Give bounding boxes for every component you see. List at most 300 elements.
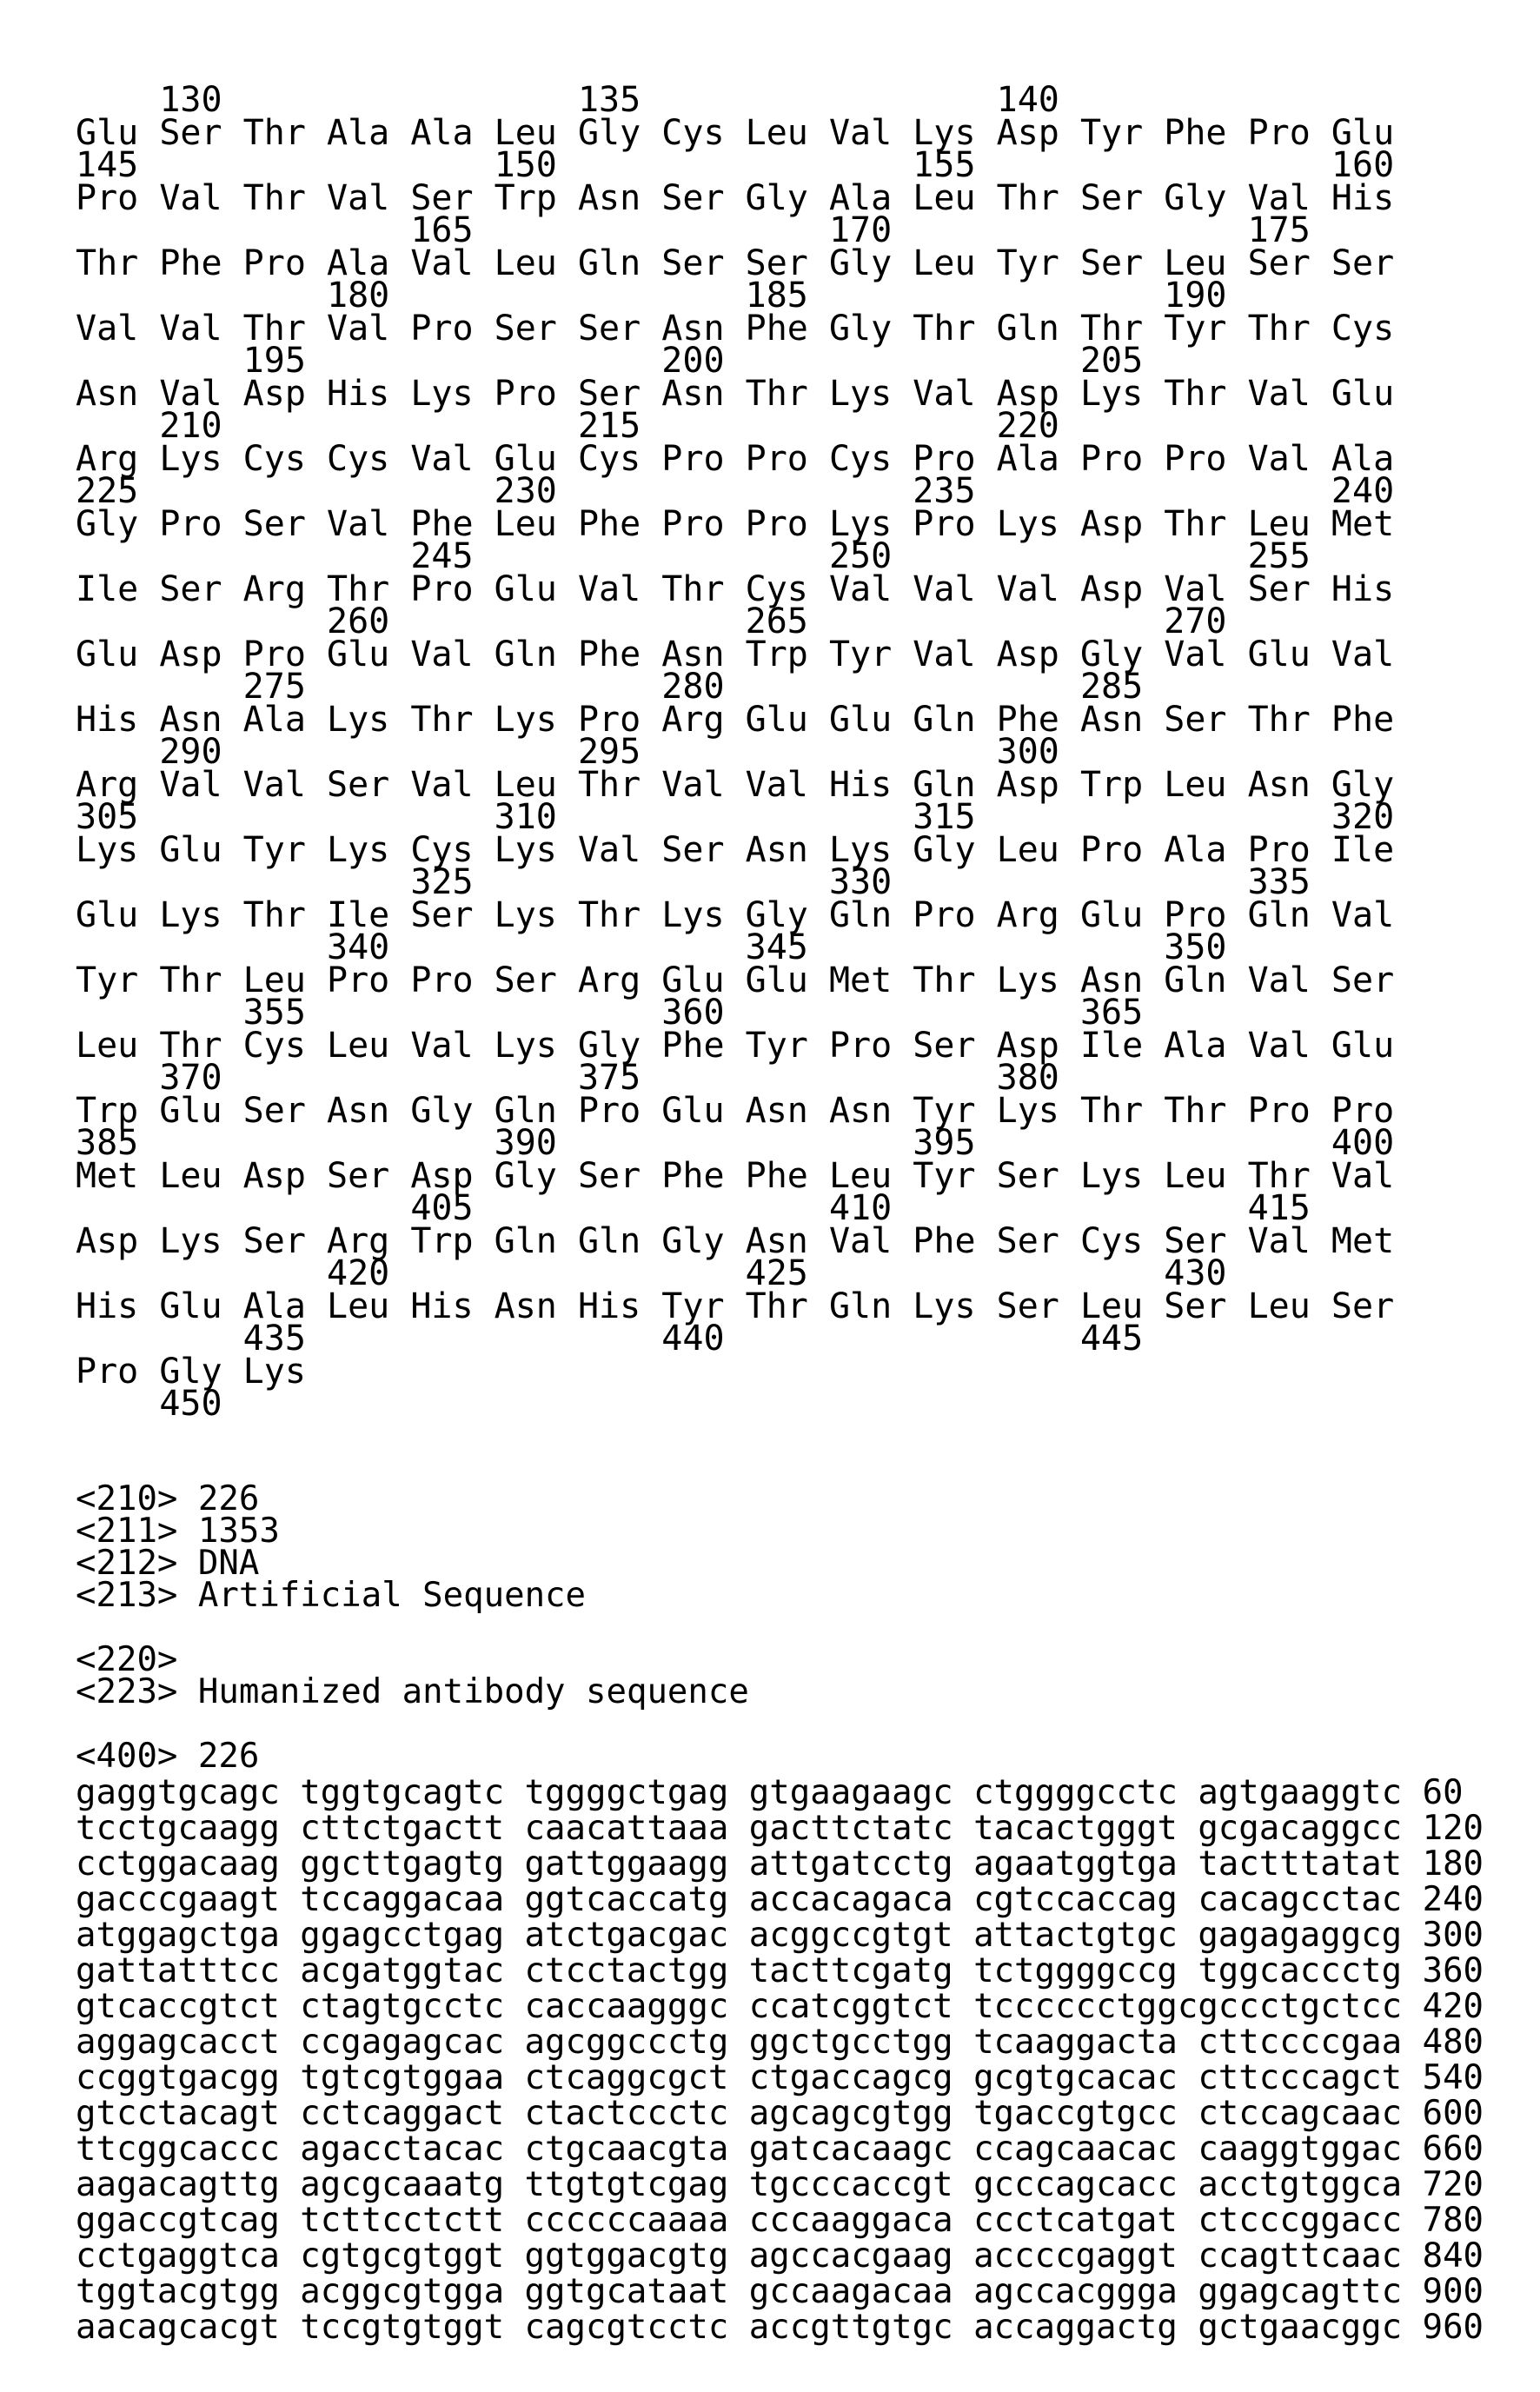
residue: Pro [410, 313, 494, 346]
residue: Thr [997, 183, 1080, 216]
position-number: 405 [410, 1193, 473, 1226]
residue: Pro [495, 378, 578, 411]
dna-group: ggtcaccatg [525, 1882, 749, 1917]
dna-group: ggctgcctgg [749, 2024, 973, 2060]
dna-group: gacccgaagt [76, 1882, 300, 1917]
dna-group: gaggtgcagc [76, 1775, 300, 1811]
position-number-line [76, 345, 1415, 378]
position-number: 330 [829, 867, 892, 900]
residue: Lys [829, 834, 913, 867]
residue: Gly [661, 1226, 745, 1259]
residue: Ser [578, 313, 661, 346]
position-number: 420 [327, 1258, 389, 1291]
residue: Lys [327, 834, 410, 867]
dna-group: acgatggtac [300, 1953, 524, 1989]
position-number: 320 [1331, 801, 1394, 834]
residue: Leu [1164, 769, 1247, 802]
residue: Gly [746, 183, 829, 216]
dna-group: aagacagttg [76, 2167, 300, 2203]
position-number: 390 [495, 1127, 557, 1160]
residue: Ser [661, 834, 745, 867]
position-number-line [76, 932, 1415, 965]
residue: Ser [1164, 704, 1247, 737]
dna-group: cttctgactt [300, 1811, 524, 1846]
position-number-line [76, 671, 1415, 704]
residue: Val [1331, 639, 1415, 672]
dna-group: acggccgtgt [749, 1917, 973, 1953]
residue: His [410, 1291, 494, 1324]
dna-group: ccatcggtct [749, 1989, 973, 2024]
dna-position: 540 [1423, 2058, 1484, 2097]
residue: Glu [746, 965, 829, 998]
dna-group: cctgaggtca [76, 2238, 300, 2274]
residue: Pro [661, 508, 745, 542]
residue: Cys [829, 443, 913, 476]
residue: Arg [997, 900, 1080, 933]
position-number: 165 [410, 215, 473, 248]
position-number-line [76, 867, 1415, 900]
position-number: 150 [495, 150, 557, 183]
dna-group: aggagcacct [76, 2024, 300, 2060]
residue: Asp [1080, 508, 1164, 542]
residue: Asp [243, 378, 327, 411]
residue: Val [410, 443, 494, 476]
residue: Val [410, 1030, 494, 1063]
dna-group: ccgagagcac [300, 2024, 524, 2060]
position-number: 200 [661, 345, 724, 378]
dna-group: tccaggacaa [300, 1882, 524, 1917]
dna-group: accccgaggt [973, 2238, 1198, 2274]
residue: Arg [76, 769, 159, 802]
position-number: 345 [746, 932, 808, 965]
residue: Thr [1164, 1095, 1247, 1128]
residue: Gly [159, 1356, 242, 1389]
residue: His [1331, 574, 1415, 607]
dna-group: gcccagcacc [973, 2167, 1198, 2203]
residue: Val [829, 117, 913, 150]
position-number: 445 [1080, 1323, 1143, 1356]
residue: Asn [661, 378, 745, 411]
position-number: 220 [997, 410, 1059, 443]
dna-group: tactttatat [1198, 1846, 1422, 1882]
residue: Glu [1080, 900, 1164, 933]
dna-group: tggcaccctg [1198, 1953, 1422, 1989]
residue: Leu [1248, 508, 1331, 542]
dna-position: 720 [1423, 2165, 1484, 2204]
position-number-line [76, 606, 1415, 639]
residue: Arg [661, 704, 745, 737]
position-number: 240 [1331, 475, 1394, 508]
dna-group: aacagcacgt [76, 2309, 300, 2345]
residue: Leu [1080, 1291, 1164, 1324]
meta-value: DNA [177, 1544, 259, 1583]
position-number: 300 [997, 736, 1059, 769]
residue: Asn [1080, 704, 1164, 737]
residue: Pro [243, 639, 327, 672]
residue-line [76, 1095, 1415, 1128]
residue: Gln [1248, 900, 1331, 933]
meta-tag: <212> [76, 1544, 177, 1583]
residue: Lys [495, 1030, 578, 1063]
residue: Gly [1331, 769, 1415, 802]
residue: Leu [746, 117, 829, 150]
residue: Ser [746, 248, 829, 281]
dna-position: 660 [1423, 2130, 1484, 2169]
residue: Gln [578, 248, 661, 281]
residue-line [76, 117, 1415, 150]
residue: Glu [495, 574, 578, 607]
residue: Thr [1164, 378, 1247, 411]
position-number: 295 [578, 736, 641, 769]
residue: Pro [410, 965, 494, 998]
residue: Gly [746, 900, 829, 933]
dna-group: gcgtgcacac [973, 2060, 1198, 2096]
residue: Cys [746, 574, 829, 607]
residue: Leu [495, 769, 578, 802]
residue: Leu [1164, 248, 1247, 281]
dna-group: tacttcgatg [749, 1953, 973, 1989]
dna-position: 900 [1423, 2272, 1484, 2311]
residue: Met [1331, 508, 1415, 542]
residue: Ser [578, 1160, 661, 1193]
residue: Pro [76, 183, 159, 216]
position-number-line [76, 475, 1415, 508]
residue: Ser [243, 1095, 327, 1128]
dna-group: attgatcctg [749, 1846, 973, 1882]
residue: Gly [913, 834, 996, 867]
residue: Val [410, 639, 494, 672]
residue: Phe [410, 508, 494, 542]
residue: Val [1331, 900, 1415, 933]
residue: Phe [578, 639, 661, 672]
residue: Lys [1080, 1160, 1164, 1193]
meta-field [76, 1676, 749, 1708]
position-number: 325 [410, 867, 473, 900]
dna-group: ggagcctgag [300, 1917, 524, 1953]
dna-line [76, 2131, 1484, 2167]
residue: Val [1248, 1226, 1331, 1259]
position-number: 260 [327, 606, 389, 639]
residue: Ala [829, 183, 913, 216]
residue: Leu [327, 1030, 410, 1063]
residue: Lys [1080, 378, 1164, 411]
dna-line [76, 2167, 1484, 2203]
residue: Tyr [243, 834, 327, 867]
residue: Trp [410, 1226, 494, 1259]
residue: Asn [829, 1095, 913, 1128]
residue: Ser [997, 1160, 1080, 1193]
dna-position: 420 [1423, 1987, 1484, 2026]
residue: Ala [997, 443, 1080, 476]
residue: Ser [159, 574, 242, 607]
dna-group: gcgacaggcc [1198, 1811, 1422, 1846]
dna-group: ttcggcaccc [76, 2131, 300, 2167]
residue: Ala [1331, 443, 1415, 476]
residue: Gln [495, 639, 578, 672]
position-number: 380 [997, 1062, 1059, 1095]
residue: Ser [1164, 1291, 1247, 1324]
residue: Glu [829, 704, 913, 737]
position-number-line [76, 997, 1415, 1030]
meta-tag: <210> [76, 1479, 177, 1518]
residue: Ser [243, 1226, 327, 1259]
dna-group: tggtgcagtc [300, 1775, 524, 1811]
meta-field [76, 1515, 749, 1547]
dna-group: tcccccctggc [973, 1989, 1198, 2024]
residue-line [76, 1030, 1415, 1063]
dna-group: attactgtgc [973, 1917, 1198, 1953]
blank-line [76, 1708, 749, 1740]
residue: His [76, 704, 159, 737]
residue: Glu [159, 1291, 242, 1324]
dna-position: 960 [1423, 2308, 1484, 2347]
residue: Thr [578, 900, 661, 933]
dna-line [76, 1846, 1484, 1882]
position-number: 285 [1080, 671, 1143, 704]
residue: Leu [829, 1160, 913, 1193]
residue: Thr [243, 117, 327, 150]
residue: Asp [1080, 574, 1164, 607]
residue: Cys [410, 834, 494, 867]
position-number: 270 [1164, 606, 1226, 639]
residue: Pro [913, 443, 996, 476]
meta-field [76, 1740, 749, 1772]
position-number: 415 [1248, 1193, 1311, 1226]
residue: Glu [159, 834, 242, 867]
meta-value: 226 [177, 1479, 259, 1518]
residue: Val [327, 508, 410, 542]
dna-position: 180 [1423, 1844, 1484, 1884]
residue: Val [327, 313, 410, 346]
residue: Tyr [829, 639, 913, 672]
residue: Thr [578, 769, 661, 802]
residue: Asn [159, 704, 242, 737]
residue: Ser [495, 965, 578, 998]
residue: Cys [243, 443, 327, 476]
residue-line [76, 1356, 1415, 1389]
residue: Ser [327, 1160, 410, 1193]
residue: Val [76, 313, 159, 346]
residue: Ala [327, 248, 410, 281]
residue: Val [913, 378, 996, 411]
position-number: 435 [243, 1323, 306, 1356]
dna-group: ccagcaacac [973, 2131, 1198, 2167]
position-number: 315 [913, 801, 975, 834]
residue: Asn [76, 378, 159, 411]
residue: Thr [76, 248, 159, 281]
residue: Phe [578, 508, 661, 542]
residue: Thr [1080, 313, 1164, 346]
protein-sequence-block [76, 84, 1415, 1421]
residue-line [76, 378, 1415, 411]
position-number: 290 [159, 736, 222, 769]
meta-field [76, 1547, 749, 1579]
residue: Glu [661, 1095, 745, 1128]
residue: Thr [661, 574, 745, 607]
residue: Asn [746, 834, 829, 867]
residue: Val [159, 769, 242, 802]
dna-group: acctgtggca [1198, 2167, 1422, 2203]
position-number: 190 [1164, 280, 1226, 313]
residue: Lys [997, 965, 1080, 998]
dna-group: cgtccaccag [973, 1882, 1198, 1917]
residue: Asp [997, 639, 1080, 672]
dna-group: agcgcaaatg [300, 2167, 524, 2203]
residue-line [76, 1160, 1415, 1193]
residue: Asp [76, 1226, 159, 1259]
residue: Cys [1080, 1226, 1164, 1259]
residue: Thr [1248, 313, 1331, 346]
residue: Thr [327, 574, 410, 607]
residue: Lys [243, 1356, 327, 1389]
residue: Leu [495, 508, 578, 542]
residue: Leu [495, 117, 578, 150]
residue: Ile [76, 574, 159, 607]
residue: Val [327, 183, 410, 216]
dna-line [76, 2024, 1484, 2060]
residue: Asp [997, 117, 1080, 150]
dna-group: ctggggcctc [973, 1775, 1198, 1811]
residue: Gly [829, 313, 913, 346]
position-number: 400 [1331, 1127, 1394, 1160]
residue: Asp [997, 1030, 1080, 1063]
residue: Lys [913, 117, 996, 150]
residue: Cys [243, 1030, 327, 1063]
residue: Phe [661, 1160, 745, 1193]
residue: Asn [1248, 769, 1331, 802]
position-number-line [76, 1127, 1415, 1160]
dna-group: gccaagacaa [749, 2274, 973, 2309]
residue: Ala [1164, 834, 1247, 867]
residue: Arg [76, 443, 159, 476]
position-number: 360 [661, 997, 724, 1030]
position-number-line [76, 1323, 1415, 1356]
dna-group: ctgaccagcg [749, 2060, 973, 2096]
position-number: 280 [661, 671, 724, 704]
residue: Ser [1080, 183, 1164, 216]
meta-value: 226 [177, 1737, 259, 1776]
dna-group: tacactgggt [973, 1811, 1198, 1846]
residue: Pro [1080, 834, 1164, 867]
residue: Ser [661, 248, 745, 281]
position-number-line [76, 1258, 1415, 1291]
residue-line [76, 183, 1415, 216]
residue: Ser [1080, 248, 1164, 281]
residue: Leu [913, 248, 996, 281]
residue: Val [829, 1226, 913, 1259]
dna-group: ggtggacgtg [525, 2238, 749, 2274]
dna-group: caccaagggc [525, 1989, 749, 2024]
dna-position: 360 [1423, 1951, 1484, 1990]
residue: Thr [746, 1291, 829, 1324]
residue: Phe [997, 704, 1080, 737]
residue: Gly [495, 1160, 578, 1193]
residue: Asp [410, 1160, 494, 1193]
residue: Ser [1331, 1291, 1415, 1324]
position-number: 335 [1248, 867, 1311, 900]
residue-line [76, 769, 1415, 802]
dna-group: cgtgcgtggt [300, 2238, 524, 2274]
dna-group: accgttgtgc [749, 2309, 973, 2345]
dna-group: agaatggtga [973, 1846, 1198, 1882]
residue: Asn [661, 313, 745, 346]
residue: His [578, 1291, 661, 1324]
residue: Phe [1164, 117, 1247, 150]
residue: Lys [495, 834, 578, 867]
residue: Val [829, 574, 913, 607]
position-number: 265 [746, 606, 808, 639]
meta-field [76, 1579, 749, 1611]
residue: Pro [327, 965, 410, 998]
residue: Asp [997, 769, 1080, 802]
position-number-line [76, 84, 1415, 117]
residue: Gln [913, 769, 996, 802]
residue: Pro [661, 443, 745, 476]
residue: Thr [159, 965, 242, 998]
position-number-line [76, 1388, 1415, 1421]
position-number: 205 [1080, 345, 1143, 378]
residue: Gly [1164, 183, 1247, 216]
residue: Pro [578, 704, 661, 737]
residue: Tyr [1164, 313, 1247, 346]
residue: Tyr [997, 248, 1080, 281]
residue: Leu [243, 965, 327, 998]
residue: Asp [243, 1160, 327, 1193]
residue: Gln [997, 313, 1080, 346]
residue: Val [410, 248, 494, 281]
residue: Lys [913, 1291, 996, 1324]
residue: Val [578, 834, 661, 867]
residue: Ser [327, 769, 410, 802]
dna-position: 780 [1423, 2201, 1484, 2240]
position-number-line [76, 150, 1415, 183]
residue: Met [1331, 1226, 1415, 1259]
dna-position: 480 [1423, 2023, 1484, 2062]
residue: Leu [76, 1030, 159, 1063]
position-number: 275 [243, 671, 306, 704]
residue: Val [913, 574, 996, 607]
dna-group: gctgaacggc [1198, 2309, 1422, 2345]
residue: Ser [1248, 574, 1331, 607]
residue: His [327, 378, 410, 411]
meta-tag: <220> [76, 1640, 177, 1679]
position-number-line [76, 1193, 1415, 1226]
residue: Ser [410, 900, 494, 933]
residue: Lys [410, 378, 494, 411]
dna-group: ccagttcaac [1198, 2238, 1422, 2274]
residue: Val [159, 183, 242, 216]
meta-field [76, 1644, 749, 1676]
dna-sequence-block [76, 1775, 1484, 2345]
residue: Phe [746, 313, 829, 346]
residue: Lys [159, 1226, 242, 1259]
position-number: 355 [243, 997, 306, 1030]
residue: Glu [327, 639, 410, 672]
dna-position: 600 [1423, 2094, 1484, 2133]
residue: Thr [159, 1030, 242, 1063]
residue: Gln [829, 900, 913, 933]
residue: His [76, 1291, 159, 1324]
residue: Cys [661, 117, 745, 150]
dna-group: ctcaggcgct [525, 2060, 749, 2096]
residue: Thr [1080, 1095, 1164, 1128]
position-number: 135 [578, 84, 641, 117]
dna-group: cctggacaag [76, 1846, 300, 1882]
residue: Pro [1248, 117, 1331, 150]
residue: Gly [410, 1095, 494, 1128]
residue: Asn [495, 1291, 578, 1324]
residue: Asp [159, 639, 242, 672]
